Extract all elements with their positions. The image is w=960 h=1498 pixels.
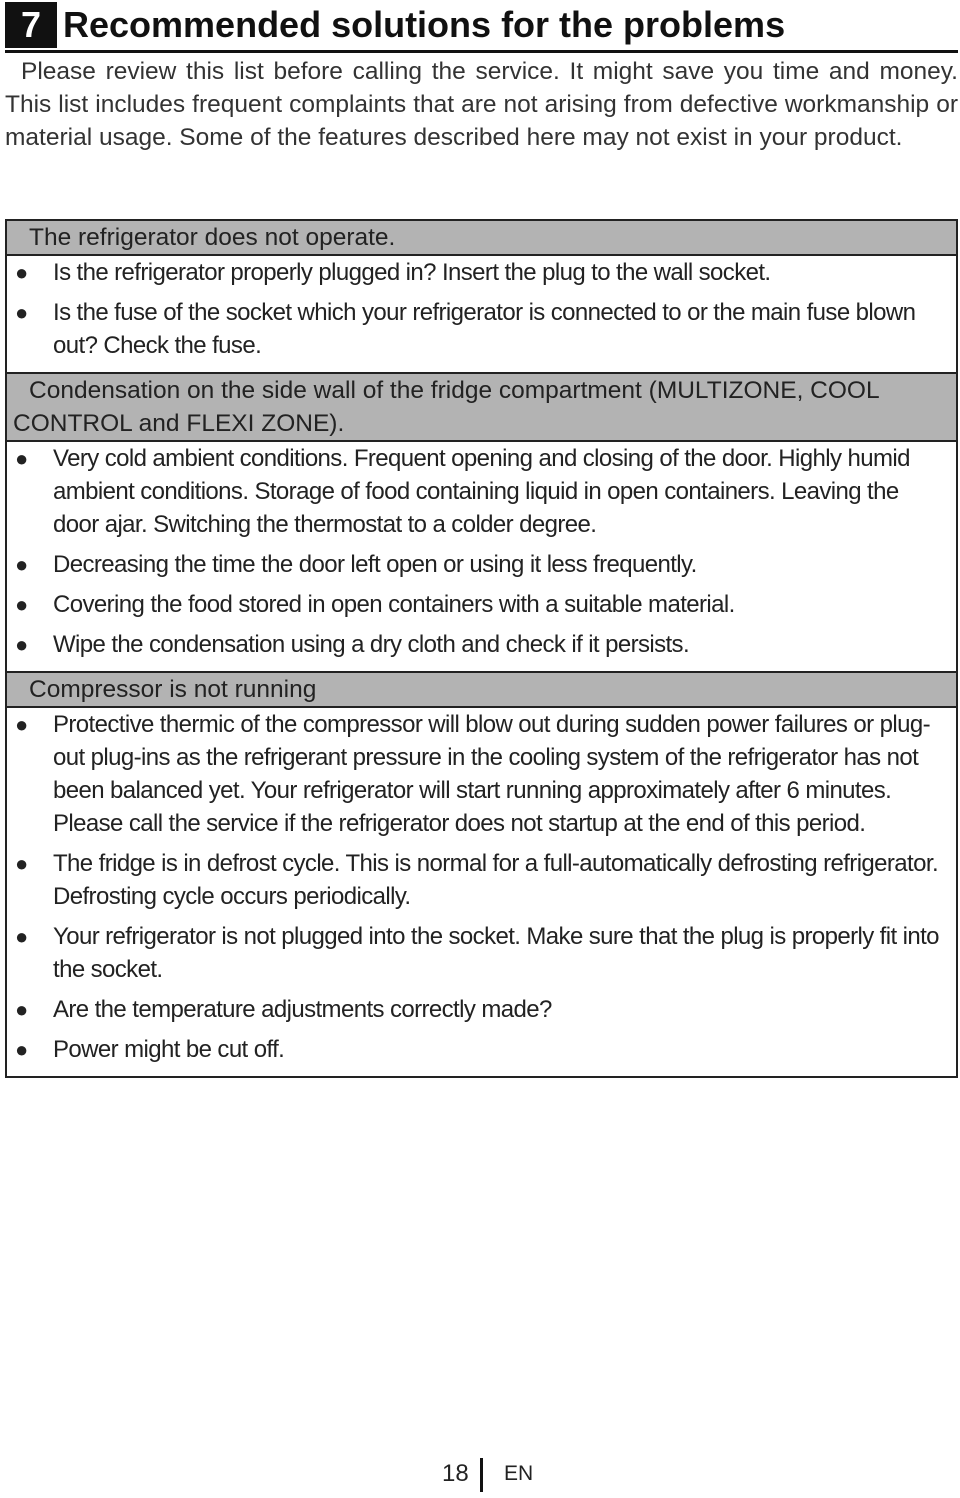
solution-list bbox=[7, 442, 956, 671]
bullet-icon: ● bbox=[15, 924, 28, 949]
solution-item: ● Wipe the condensation using a dry cloth and check if it persists. bbox=[7, 628, 956, 661]
bullet-icon: ● bbox=[15, 446, 28, 471]
solution-item: ● Decreasing the time the door left open or using it less frequently. bbox=[7, 548, 956, 581]
page-number: 18 bbox=[442, 1460, 469, 1487]
solution-item: ● Are the temperature adjustments correctly made? bbox=[7, 993, 956, 1026]
bullet-icon: ● bbox=[15, 997, 28, 1022]
bullet-icon: ● bbox=[15, 592, 28, 617]
page-footer bbox=[0, 1458, 960, 1494]
solution-item: ● Is the fuse of the socket which your refrigerator is connected to or the main fuse blown out? Check the fuse. bbox=[7, 296, 956, 362]
problems-table bbox=[5, 219, 958, 1078]
solution-item: ● Power might be cut off. bbox=[7, 1033, 956, 1066]
solution-list bbox=[7, 256, 956, 372]
bullet-icon: ● bbox=[15, 260, 28, 285]
problem-title: The refrigerator does not operate. bbox=[7, 221, 956, 256]
solution-list bbox=[7, 708, 956, 1076]
solution-item: ● Covering the food stored in open containers with a suitable material. bbox=[7, 588, 956, 621]
problem-title: Compressor is not running bbox=[7, 671, 956, 708]
solution-item: ● Your refrigerator is not plugged into the socket. Make sure that the plug is properly fit into the socket. bbox=[7, 920, 956, 986]
section-header bbox=[5, 2, 958, 53]
bullet-icon: ● bbox=[15, 1037, 28, 1062]
bullet-icon: ● bbox=[15, 712, 28, 737]
section-number: 7 bbox=[5, 2, 57, 48]
bullet-icon: ● bbox=[15, 632, 28, 657]
bullet-icon: ● bbox=[15, 552, 28, 577]
solution-item: ● Protective thermic of the compressor will blow out during sudden power failures or plug-out plug-ins as the refrigerant pressure in the cooling system of the refrigerator has not been balanced yet. Your refrigerator will start running approximately after 6 minutes. Please call the service if the refrigerator does not startup at the end of this period. bbox=[7, 708, 956, 840]
section-title: Recommended solutions for the problems bbox=[63, 4, 786, 45]
solution-item: ● The fridge is in defrost cycle. This is normal for a full-automatically defrosting refrigerator. Defrosting cycle occurs periodically. bbox=[7, 847, 956, 913]
solution-item: ● Is the refrigerator properly plugged in? Insert the plug to the wall socket. bbox=[7, 256, 956, 289]
language-code: EN bbox=[504, 1462, 534, 1485]
problem-title: Condensation on the side wall of the fridge compartment (MULTIZONE, COOL CONTROL and FLEXI ZONE). bbox=[7, 372, 956, 442]
solution-item: ● Very cold ambient conditions. Frequent opening and closing of the door. Highly humid ambient conditions. Storage of food containing liquid in open containers. Leaving the door ajar. Switching the thermostat to a colder degree. bbox=[7, 442, 956, 541]
intro-paragraph: Please review this list before calling the service. It might save you time and money. This list includes frequent complaints that are not arising from defective workmanship or material usage. Some of the features described here may not exist in your product. bbox=[5, 58, 958, 151]
bullet-icon: ● bbox=[15, 300, 28, 325]
bullet-icon: ● bbox=[15, 851, 28, 876]
footer-divider bbox=[480, 1458, 483, 1492]
